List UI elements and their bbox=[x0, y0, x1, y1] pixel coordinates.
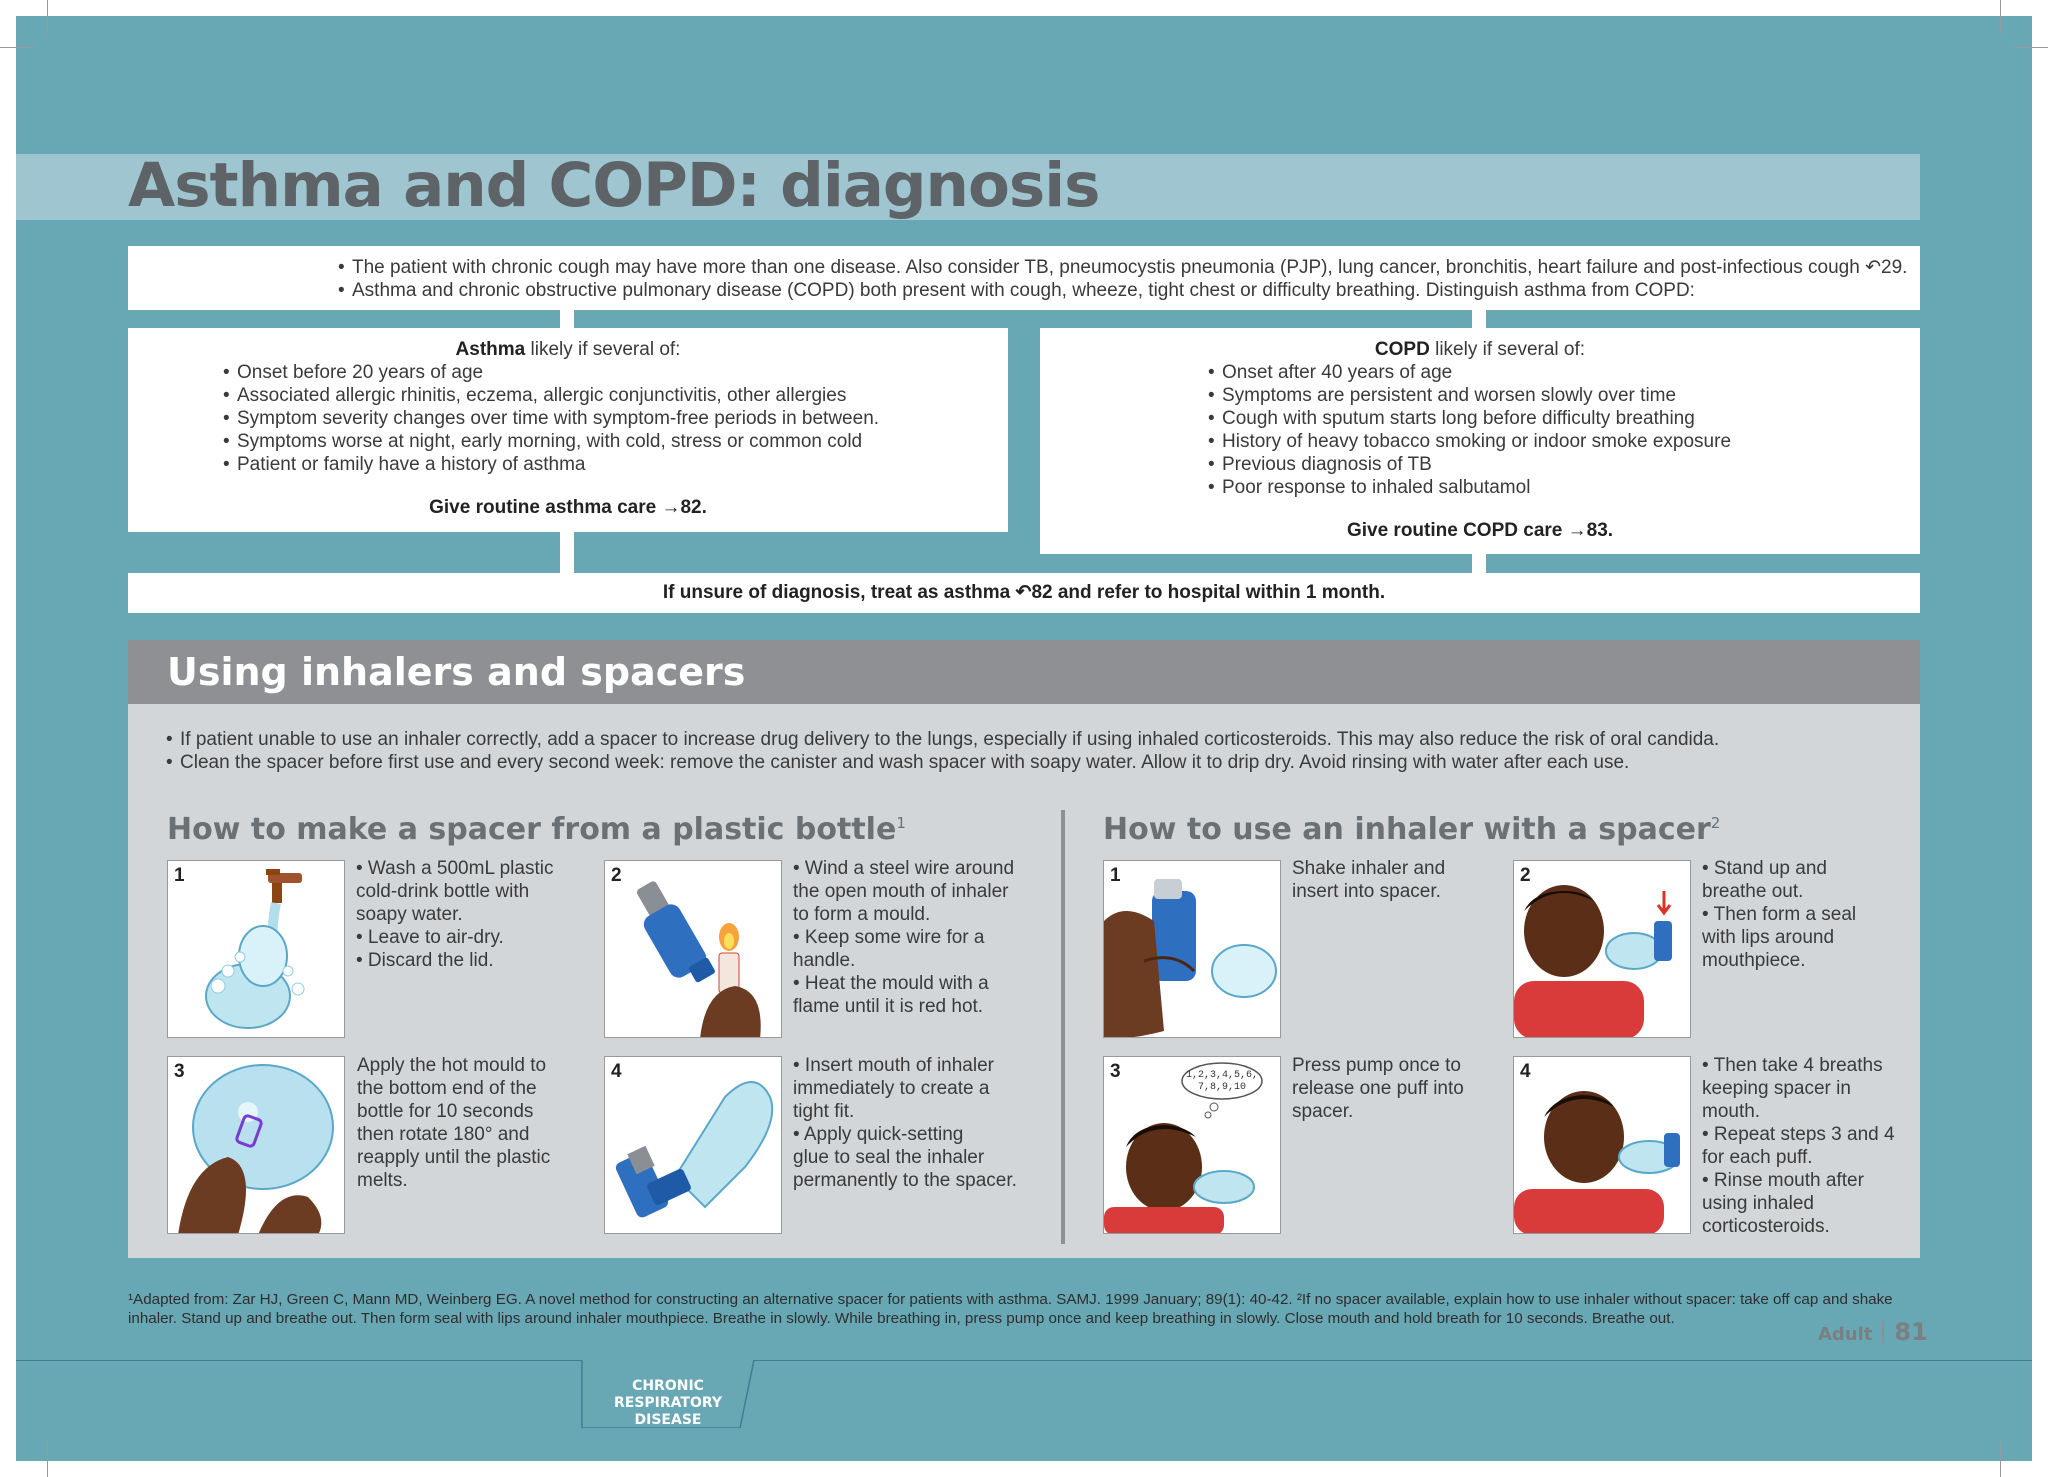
copd-heading: COPD likely if several of: bbox=[1374, 339, 1586, 360]
inhalers-title: Using inhalers and spacers bbox=[167, 650, 746, 694]
crop-mark bbox=[0, 47, 34, 48]
make-step-1-text: • Wash a 500mL plastic cold-drink bottle with soapy water. • Leave to air-dry. • Discard the lid. bbox=[356, 858, 554, 971]
crop-mark bbox=[2000, 0, 2001, 34]
criteria-item: • Poor response to inhaled salbutamol bbox=[1208, 476, 1920, 499]
criteria-item: • History of heavy tobacco smoking or indoor smoke exposure bbox=[1208, 430, 1920, 453]
use-step-3-text: Press pump once to release one puff into spacer. bbox=[1292, 1055, 1464, 1122]
inhalers-bullets bbox=[166, 728, 1719, 774]
crop-mark bbox=[2000, 1443, 2001, 1477]
figure-press-pump: 3 1,2,3,4,5,6, 7,8,9,10 bbox=[1103, 1056, 1281, 1234]
breathing-person-icon bbox=[1514, 1057, 1691, 1234]
copd-criteria bbox=[1208, 361, 1920, 499]
make-spacer-title: How to make a spacer from a plastic bottle$^1$ bbox=[167, 812, 906, 847]
figure-wash-bottle: 1 bbox=[167, 860, 345, 1038]
page-title: Asthma and COPD: diagnosis bbox=[128, 150, 1100, 221]
inhalers-bullet: • Clean the spacer before first use and every second week: remove the canister and wash spacer with soapy water. Allow it to drip dry. Avoid rinsing with water after each use. bbox=[166, 751, 1719, 774]
tap-water-icon bbox=[168, 861, 345, 1038]
flow-connector bbox=[560, 310, 574, 328]
intro-bullet: • The patient with chronic cough may have more than one disease. Also consider TB, pneumocystis pneumonia (PJP), lung cancer, bronchitis, heart failure and post-infectious cough ↶29. bbox=[338, 256, 1920, 279]
criteria-item: • Symptoms worse at night, early morning, with cold, stress or common cold bbox=[223, 430, 1008, 453]
criteria-item: • Onset after 40 years of age bbox=[1208, 361, 1920, 384]
make-step-2-text: • Wind a steel wire around the open mouth of inhaler to form a mould. • Keep some wire for a handle. • Heat the mould with a flame until it is red hot. bbox=[793, 858, 1015, 1017]
flow-connector bbox=[560, 532, 574, 573]
footnote: ¹Adapted from: Zar HJ, Green C, Mann MD, Weinberg EG. A novel method for constructing an alternative spacer for patients with asthma. SAMJ. 1999 January; 89(1): 40-42. ²If no spacer available, explain how to use inhaler without spacer: take off cap and shake inhaler. Stand up and breathe out. Then form seal with lips around inhaler mouthpiece. Breathe in slowly. While breathing in, press pump once and keep breathing in slowly. Close mouth and hold breath for 10 seconds. Breathe out. bbox=[128, 1291, 1893, 1327]
person-inhaler-icon bbox=[1514, 861, 1691, 1038]
asthma-box bbox=[128, 328, 1008, 532]
intro-bullet: • Asthma and chronic obstructive pulmonary disease (COPD) both present with cough, wheeze, tight chest or difficulty breathing. Distinguish asthma from COPD: bbox=[338, 279, 1920, 302]
crop-mark bbox=[47, 1443, 48, 1477]
chapter-tab-label[interactable]: CHRONIC RESPIRATORY DISEASE bbox=[613, 1378, 723, 1428]
use-spacer-title: How to use an inhaler with a spacer$^2$ bbox=[1103, 812, 1721, 847]
intro-box bbox=[128, 246, 1920, 310]
criteria-item: • Symptom severity changes over time with symptom-free periods in between. bbox=[223, 407, 1008, 430]
figure-seal-lips: 2 bbox=[1513, 860, 1691, 1038]
page-number-separator bbox=[1882, 1321, 1884, 1343]
criteria-item: • Onset before 20 years of age bbox=[223, 361, 1008, 384]
make-step-3-text: Apply the hot mould to the bottom end of the bottle for 10 seconds then rotate 180° and reapply until the plastic melts. bbox=[357, 1055, 551, 1191]
crop-mark bbox=[2014, 47, 2048, 48]
inhaler-flame-icon bbox=[605, 861, 782, 1038]
use-step-1-text: Shake inhaler and insert into spacer. bbox=[1292, 858, 1446, 902]
figure-shake-inhaler: 1 bbox=[1103, 860, 1281, 1038]
use-step-2-text: • Stand up and breathe out. • Then form a seal with lips around mouthpiece. bbox=[1702, 858, 1857, 971]
unsure-diagnosis-box[interactable]: If unsure of diagnosis, treat as asthma ↶82 and refer to hospital within 1 month. bbox=[128, 573, 1920, 613]
criteria-item: • Symptoms are persistent and worsen slowly over time bbox=[1208, 384, 1920, 407]
section-divider bbox=[1061, 810, 1065, 1244]
bottom-rule bbox=[16, 1360, 2032, 1361]
counting-person-icon bbox=[1104, 1057, 1281, 1234]
figure-wire-mould: 2 bbox=[604, 860, 782, 1038]
crop-mark bbox=[47, 0, 48, 34]
figure-take-breaths: 4 bbox=[1513, 1056, 1691, 1234]
flow-connector bbox=[1472, 310, 1486, 328]
count-bubble-line: 7,8,9,10 bbox=[1197, 1082, 1247, 1093]
spacer-bottle-icon bbox=[605, 1057, 782, 1234]
intro-bullets bbox=[338, 256, 1920, 302]
figure-glued-spacer: 4 bbox=[604, 1056, 782, 1234]
page-number-value: 81 bbox=[1894, 1318, 1928, 1346]
criteria-item: • Previous diagnosis of TB bbox=[1208, 453, 1920, 476]
flow-connector bbox=[1472, 554, 1486, 573]
cross-reference[interactable]: ↶29. bbox=[1865, 257, 1908, 278]
bottle-hand-icon bbox=[168, 1057, 345, 1234]
make-step-4-text: • Insert mouth of inhaler immediately to create a tight fit. • Apply quick-setting glue to seal the inhaler permanently to the spacer. bbox=[793, 1055, 1017, 1191]
copd-care-link[interactable]: Give routine COPD care →83. bbox=[1346, 520, 1614, 541]
section-label: Adult bbox=[1818, 1324, 1873, 1345]
use-step-4-text: • Then take 4 breaths keeping spacer in mouth. • Repeat steps 3 and 4 for each puff. • Rinse mouth after using inhaled corticosteroids. bbox=[1702, 1055, 1895, 1237]
asthma-heading: Asthma likely if several of: bbox=[455, 339, 681, 360]
asthma-criteria bbox=[223, 361, 1008, 476]
asthma-care-link[interactable]: Give routine asthma care →82. bbox=[429, 497, 707, 518]
count-bubble-line: 1,2,3,4,5,6, bbox=[1185, 1070, 1259, 1081]
hand-inhaler-icon bbox=[1104, 861, 1281, 1038]
criteria-item: • Associated allergic rhinitis, eczema, allergic conjunctivitis, other allergies bbox=[223, 384, 1008, 407]
inhalers-bullet: • If patient unable to use an inhaler correctly, add a spacer to increase drug delivery to the lungs, especially if using inhaled corticosteroids. This may also reduce the risk of oral candida. bbox=[166, 728, 1719, 751]
copd-box bbox=[1040, 328, 1920, 554]
figure-hot-mould: 3 bbox=[167, 1056, 345, 1234]
criteria-item: • Cough with sputum starts long before difficulty breathing bbox=[1208, 407, 1920, 430]
page-number bbox=[1818, 1318, 1928, 1346]
criteria-item: • Patient or family have a history of asthma bbox=[223, 453, 1008, 476]
